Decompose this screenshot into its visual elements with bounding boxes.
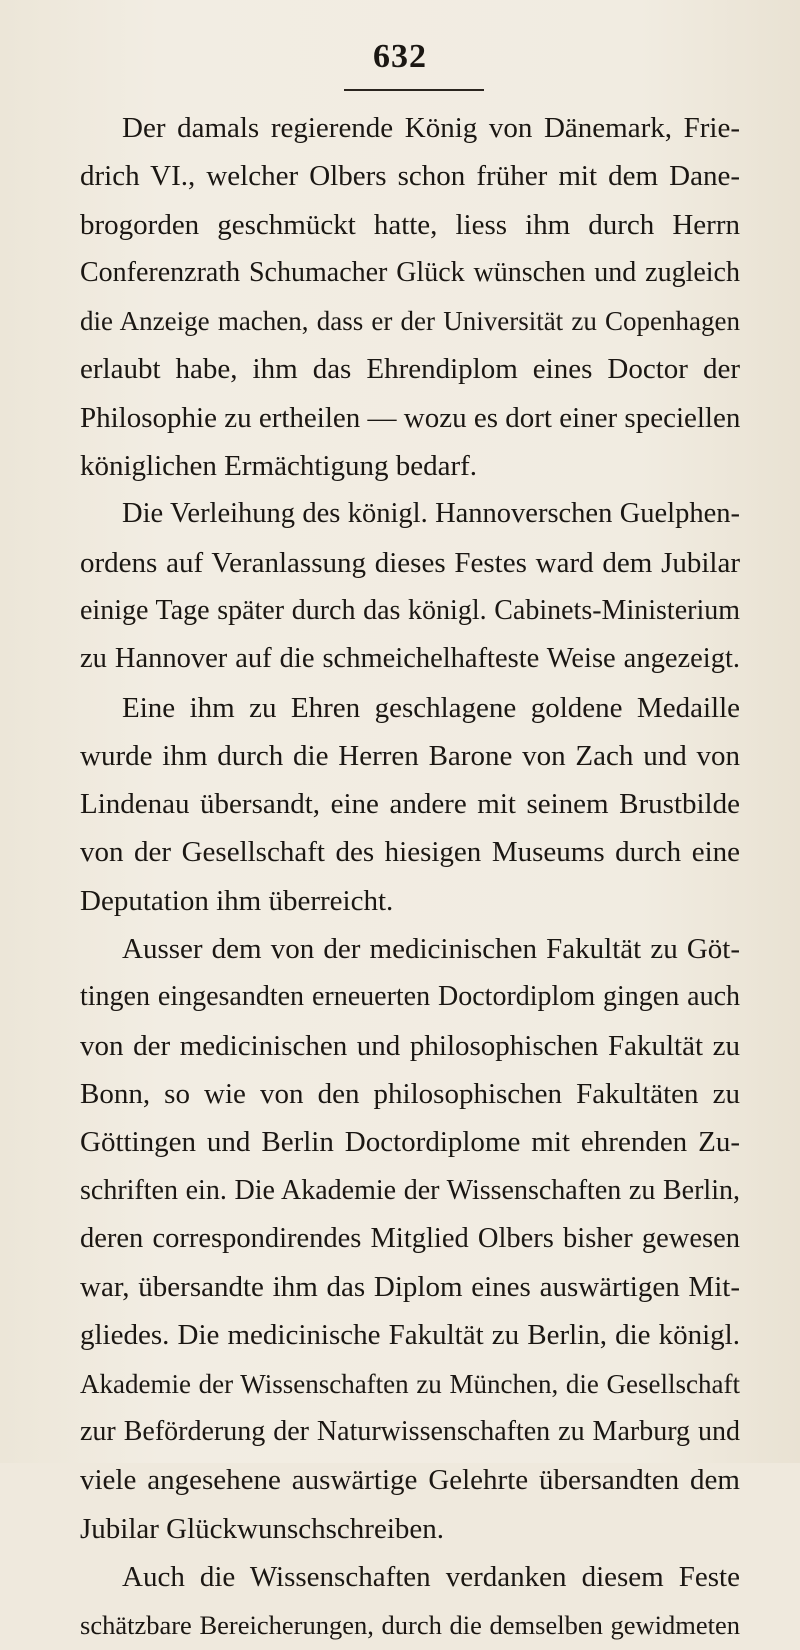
text-line: die Anzeige machen, dass er der Universität zu Copenhagen bbox=[80, 306, 740, 337]
text-line: wurde ihm durch die Herren Barone von Zach und von bbox=[80, 739, 740, 772]
text-line: königlichen Ermächtigung bedarf. bbox=[80, 450, 478, 483]
text-line: viele angesehene auswärtige Gelehrte übersandten dem bbox=[80, 1464, 740, 1497]
text-line: Der damals regierende König von Dänemark, Frie- bbox=[122, 112, 740, 144]
text-line: zur Beförderung der Naturwissenschaften zu Marburg und bbox=[80, 1416, 740, 1448]
text-line: schriften ein. Die Akademie der Wissenschaften zu Berlin, bbox=[80, 1174, 740, 1206]
text-line: Ausser dem von der medicinischen Fakultät zu Göt- bbox=[122, 933, 740, 966]
text-line: gliedes. Die medicinische Fakultät zu Berlin, die königl. bbox=[80, 1319, 740, 1352]
text-line: tingen eingesandten erneuerten Doctordiplom gingen auch bbox=[80, 981, 740, 1013]
text-line: brogorden geschmückt hatte, liess ihm durch Herrn bbox=[80, 208, 740, 241]
text-line: Jubilar Glückwunschschreiben. bbox=[80, 1512, 445, 1545]
text-line: Philosophie zu ertheilen — wozu es dort einer speciellen bbox=[80, 401, 741, 434]
text-line: Göttingen und Berlin Doctordiplome mit ehrenden Zu- bbox=[80, 1126, 740, 1159]
text-line: Deputation ihm überreicht. bbox=[80, 884, 394, 917]
page-number: 632 bbox=[373, 38, 427, 75]
text-line: Lindenau übersandt, eine andere mit seinem Brustbilde bbox=[80, 788, 740, 821]
text-line: Auch die Wissenschaften verdanken diesem Feste bbox=[122, 1560, 740, 1593]
text-line: erlaubt habe, ihm das Ehrendiplom eines Doctor der bbox=[80, 353, 740, 386]
text-line: Conferenzrath Schumacher Glück wünschen und zugleich bbox=[80, 256, 740, 288]
text-line: Eine ihm zu Ehren geschlagene goldene Medaille bbox=[122, 691, 740, 724]
text-line: drich VI., welcher Olbers schon früher mit dem Dane- bbox=[80, 160, 740, 193]
text-line: von der medicinischen und philosophischen Fakultät zu bbox=[80, 1029, 740, 1062]
text-line: ordens auf Veranlassung dieses Festes ward dem Jubilar bbox=[80, 546, 740, 579]
text-line: zu Hannover auf die schmeichelhafteste Weise angezeigt. bbox=[80, 643, 740, 675]
body-text bbox=[80, 104, 740, 1650]
text-line: Bonn, so wie von den philosophischen Fakultäten zu bbox=[80, 1077, 740, 1110]
text-line: einige Tage später durch das königl. Cabinets-Ministerium bbox=[80, 594, 740, 626]
text-line: Akademie der Wissenschaften zu München, die Gesellschaft bbox=[80, 1368, 740, 1399]
header-rule bbox=[344, 89, 484, 91]
text-line: von der Gesellschaft des hiesigen Museums durch eine bbox=[80, 836, 740, 869]
text-line: war, übersandte ihm das Diplom eines auswärtigen Mit- bbox=[80, 1271, 740, 1304]
text-line: deren correspondirendes Mitglied Olbers bisher gewesen bbox=[80, 1222, 740, 1254]
text-line: Die Verleihung des königl. Hannoverschen Guelphen- bbox=[122, 498, 740, 530]
text-line: schätzbare Bereicherungen, durch die demselben gewidmeten bbox=[80, 1610, 740, 1641]
